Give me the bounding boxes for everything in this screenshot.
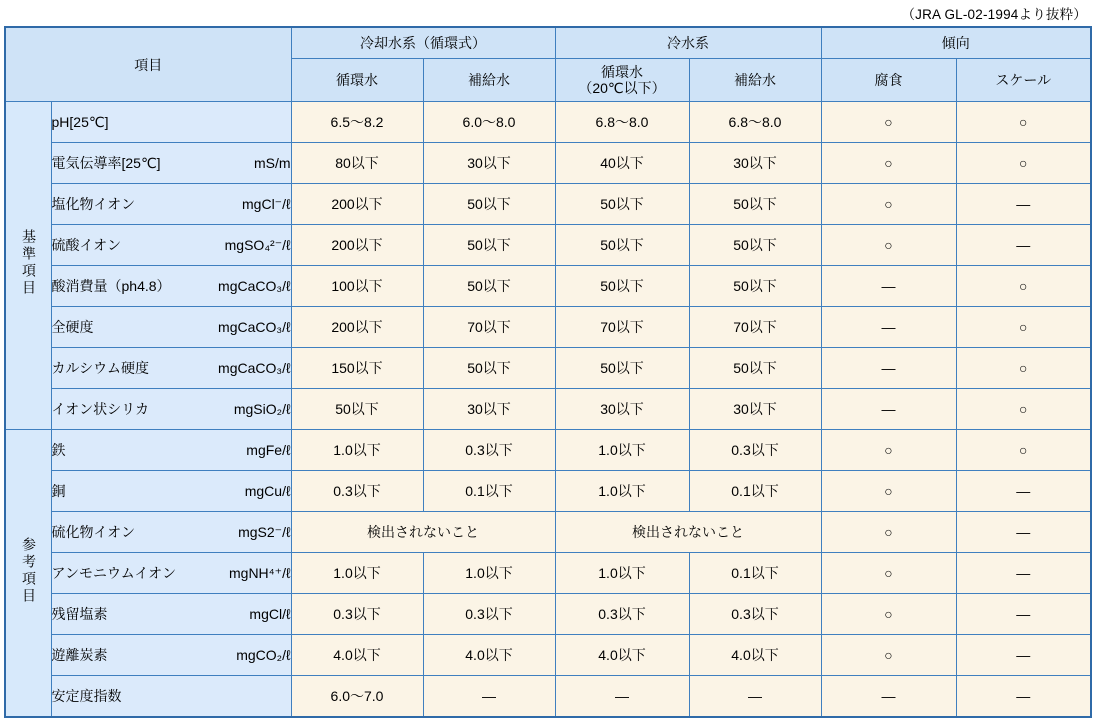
header-sub-scale: スケール xyxy=(956,59,1091,102)
value-cell: ○ xyxy=(821,471,956,512)
value-cell: 1.0以下 xyxy=(291,553,423,594)
table-row xyxy=(5,430,1091,471)
value-cell: — xyxy=(956,594,1091,635)
value-cell: 4.0以下 xyxy=(291,635,423,676)
value-cell: 30以下 xyxy=(689,389,821,430)
value-cell: — xyxy=(956,225,1091,266)
value-cell: 100以下 xyxy=(291,266,423,307)
item-unit: mgCaCO₃/ℓ xyxy=(218,319,291,335)
value-cell: 50以下 xyxy=(555,184,689,225)
item-name: 銅 xyxy=(51,483,66,499)
value-cell: 70以下 xyxy=(689,307,821,348)
item-name: イオン状シリカ xyxy=(51,401,149,417)
table-row xyxy=(5,266,1091,307)
item-cell xyxy=(51,389,291,430)
value-cell: ○ xyxy=(956,102,1091,143)
value-cell: 6.0〜7.0 xyxy=(291,676,423,718)
item-name: 残留塩素 xyxy=(51,606,108,622)
value-cell: 200以下 xyxy=(291,184,423,225)
header-group-chilled: 冷水系 xyxy=(555,27,821,59)
value-cell: ○ xyxy=(956,389,1091,430)
value-cell: — xyxy=(956,471,1091,512)
item-name: カルシウム硬度 xyxy=(51,360,150,376)
value-cell: ○ xyxy=(821,102,956,143)
item-cell xyxy=(51,594,291,635)
item-cell xyxy=(51,635,291,676)
value-cell: — xyxy=(821,307,956,348)
value-cell: 0.3以下 xyxy=(423,594,555,635)
value-cell: 1.0以下 xyxy=(291,430,423,471)
table-row xyxy=(5,553,1091,594)
item-cell xyxy=(51,471,291,512)
value-cell: — xyxy=(956,184,1091,225)
table-row xyxy=(5,184,1091,225)
value-cell: 50以下 xyxy=(689,266,821,307)
value-cell: 50以下 xyxy=(689,225,821,266)
value-cell: 1.0以下 xyxy=(555,553,689,594)
value-cell: 200以下 xyxy=(291,307,423,348)
value-cell: 6.0〜8.0 xyxy=(423,102,555,143)
item-unit: mgCaCO₃/ℓ xyxy=(218,278,291,294)
value-cell: 0.1以下 xyxy=(423,471,555,512)
item-cell xyxy=(51,184,291,225)
item-name: 塩化物イオン xyxy=(51,196,136,212)
row-group-label-reference: 参考項目 xyxy=(5,430,51,718)
value-cell: 50以下 xyxy=(689,184,821,225)
value-cell: 1.0以下 xyxy=(423,553,555,594)
value-cell: — xyxy=(689,676,821,718)
item-cell xyxy=(51,266,291,307)
item-cell xyxy=(51,553,291,594)
table-row xyxy=(5,676,1091,718)
header-sub-circulating-cooling: 循環水 xyxy=(291,59,423,102)
value-cell: ○ xyxy=(956,430,1091,471)
item-cell xyxy=(51,225,291,266)
value-cell: ○ xyxy=(956,348,1091,389)
value-cell: 6.5〜8.2 xyxy=(291,102,423,143)
item-name: 鉄 xyxy=(51,442,66,458)
item-name: アンモニウムイオン xyxy=(51,565,177,581)
value-cell: 1.0以下 xyxy=(555,430,689,471)
header-row-groups xyxy=(5,27,1091,59)
value-cell: 0.3以下 xyxy=(555,594,689,635)
item-unit: mgCl/ℓ xyxy=(249,606,291,622)
value-cell: 70以下 xyxy=(423,307,555,348)
item-unit: mgCaCO₃/ℓ xyxy=(218,360,291,376)
table-row xyxy=(5,143,1091,184)
value-cell: ○ xyxy=(821,594,956,635)
item-unit: mgS2⁻/ℓ xyxy=(238,523,291,540)
value-cell: — xyxy=(956,635,1091,676)
value-cell: 50以下 xyxy=(555,225,689,266)
row-group-label-standard: 基準項目 xyxy=(5,102,51,430)
table-row xyxy=(5,635,1091,676)
value-cell: 70以下 xyxy=(555,307,689,348)
item-name: 電気伝導率[25℃] xyxy=(51,155,161,171)
header-sub-circulating-chilled xyxy=(555,59,689,102)
item-name: 硫酸イオン xyxy=(51,237,122,253)
value-cell: 4.0以下 xyxy=(689,635,821,676)
value-cell: 1.0以下 xyxy=(555,471,689,512)
value-cell: 0.3以下 xyxy=(689,430,821,471)
value-cell: 200以下 xyxy=(291,225,423,266)
value-cell: — xyxy=(956,512,1091,553)
item-cell xyxy=(51,430,291,471)
value-cell: ○ xyxy=(821,143,956,184)
value-cell-merged: 検出されないこと xyxy=(555,512,821,553)
item-name: 全硬度 xyxy=(51,319,94,335)
item-unit: mgNH⁴⁺/ℓ xyxy=(229,564,291,581)
value-cell: 4.0以下 xyxy=(555,635,689,676)
item-name: 酸消費量（ph4.8） xyxy=(51,278,171,294)
value-cell: — xyxy=(821,676,956,718)
table-row xyxy=(5,307,1091,348)
header-group-cooling: 冷却水系（循環式） xyxy=(291,27,555,59)
item-cell xyxy=(51,143,291,184)
value-cell: ○ xyxy=(821,430,956,471)
table-body xyxy=(5,102,1091,718)
table-row xyxy=(5,225,1091,266)
value-cell: — xyxy=(821,266,956,307)
item-name: 遊離炭素 xyxy=(51,647,108,663)
value-cell: 0.1以下 xyxy=(689,471,821,512)
item-cell xyxy=(51,307,291,348)
value-cell: 50以下 xyxy=(423,225,555,266)
header-item-col: 項目 xyxy=(5,27,291,102)
value-cell: 0.3以下 xyxy=(689,594,821,635)
value-cell: ○ xyxy=(956,307,1091,348)
item-unit: mgSiO₂/ℓ xyxy=(233,401,291,417)
value-cell: ○ xyxy=(821,635,956,676)
value-cell: 50以下 xyxy=(689,348,821,389)
item-name: 安定度指数 xyxy=(51,688,122,704)
value-cell: — xyxy=(956,676,1091,718)
value-cell: — xyxy=(555,676,689,718)
value-cell: 50以下 xyxy=(423,184,555,225)
table-row xyxy=(5,594,1091,635)
item-unit: mgCl⁻/ℓ xyxy=(242,195,291,212)
item-cell xyxy=(51,512,291,553)
item-unit: mgCO₂/ℓ xyxy=(236,647,291,663)
value-cell: 0.3以下 xyxy=(423,430,555,471)
table-row xyxy=(5,471,1091,512)
value-cell: 50以下 xyxy=(291,389,423,430)
value-cell: 50以下 xyxy=(423,266,555,307)
value-cell-merged: 検出されないこと xyxy=(291,512,555,553)
item-cell xyxy=(51,102,291,143)
value-cell: 6.8〜8.0 xyxy=(555,102,689,143)
item-cell xyxy=(51,676,291,718)
value-cell: 30以下 xyxy=(423,143,555,184)
value-cell: — xyxy=(821,348,956,389)
water-quality-table xyxy=(4,26,1092,718)
table-head xyxy=(5,27,1091,102)
value-cell: 50以下 xyxy=(555,348,689,389)
source-note: （JRA GL-02-1994より抜粋） xyxy=(901,7,1087,22)
header-sub-circulating-chilled-line2: （20℃以下） xyxy=(578,80,666,96)
item-unit: mgFe/ℓ xyxy=(246,442,291,458)
value-cell: ○ xyxy=(821,512,956,553)
value-cell: 50以下 xyxy=(423,348,555,389)
value-cell: 30以下 xyxy=(555,389,689,430)
header-sub-makeup-cooling: 補給水 xyxy=(423,59,555,102)
item-unit: mgSO₄²⁻/ℓ xyxy=(224,236,291,253)
value-cell: 0.3以下 xyxy=(291,594,423,635)
table-row xyxy=(5,102,1091,143)
table-row xyxy=(5,348,1091,389)
item-cell xyxy=(51,348,291,389)
value-cell: 4.0以下 xyxy=(423,635,555,676)
value-cell: 80以下 xyxy=(291,143,423,184)
value-cell: 0.1以下 xyxy=(689,553,821,594)
item-unit: mgCu/ℓ xyxy=(244,483,291,499)
value-cell: ○ xyxy=(821,225,956,266)
value-cell: 30以下 xyxy=(423,389,555,430)
value-cell: 6.8〜8.0 xyxy=(689,102,821,143)
value-cell: 40以下 xyxy=(555,143,689,184)
table-row xyxy=(5,389,1091,430)
value-cell: ○ xyxy=(956,143,1091,184)
value-cell: ○ xyxy=(821,184,956,225)
value-cell: 0.3以下 xyxy=(291,471,423,512)
item-unit: mS/m xyxy=(253,155,291,171)
value-cell: — xyxy=(423,676,555,718)
header-sub-makeup-chilled: 補給水 xyxy=(689,59,821,102)
item-name: 硫化物イオン xyxy=(51,524,136,540)
value-cell: 30以下 xyxy=(689,143,821,184)
header-group-tendency: 傾向 xyxy=(821,27,1091,59)
header-sub-circulating-chilled-line1: 循環水 xyxy=(601,63,643,80)
value-cell: 50以下 xyxy=(555,266,689,307)
table-row xyxy=(5,512,1091,553)
value-cell: — xyxy=(956,553,1091,594)
item-name: pH[25℃] xyxy=(51,113,109,130)
value-cell: 150以下 xyxy=(291,348,423,389)
value-cell: ○ xyxy=(956,266,1091,307)
header-sub-corrosion: 腐食 xyxy=(821,59,956,102)
value-cell: ○ xyxy=(821,553,956,594)
value-cell: — xyxy=(821,389,956,430)
